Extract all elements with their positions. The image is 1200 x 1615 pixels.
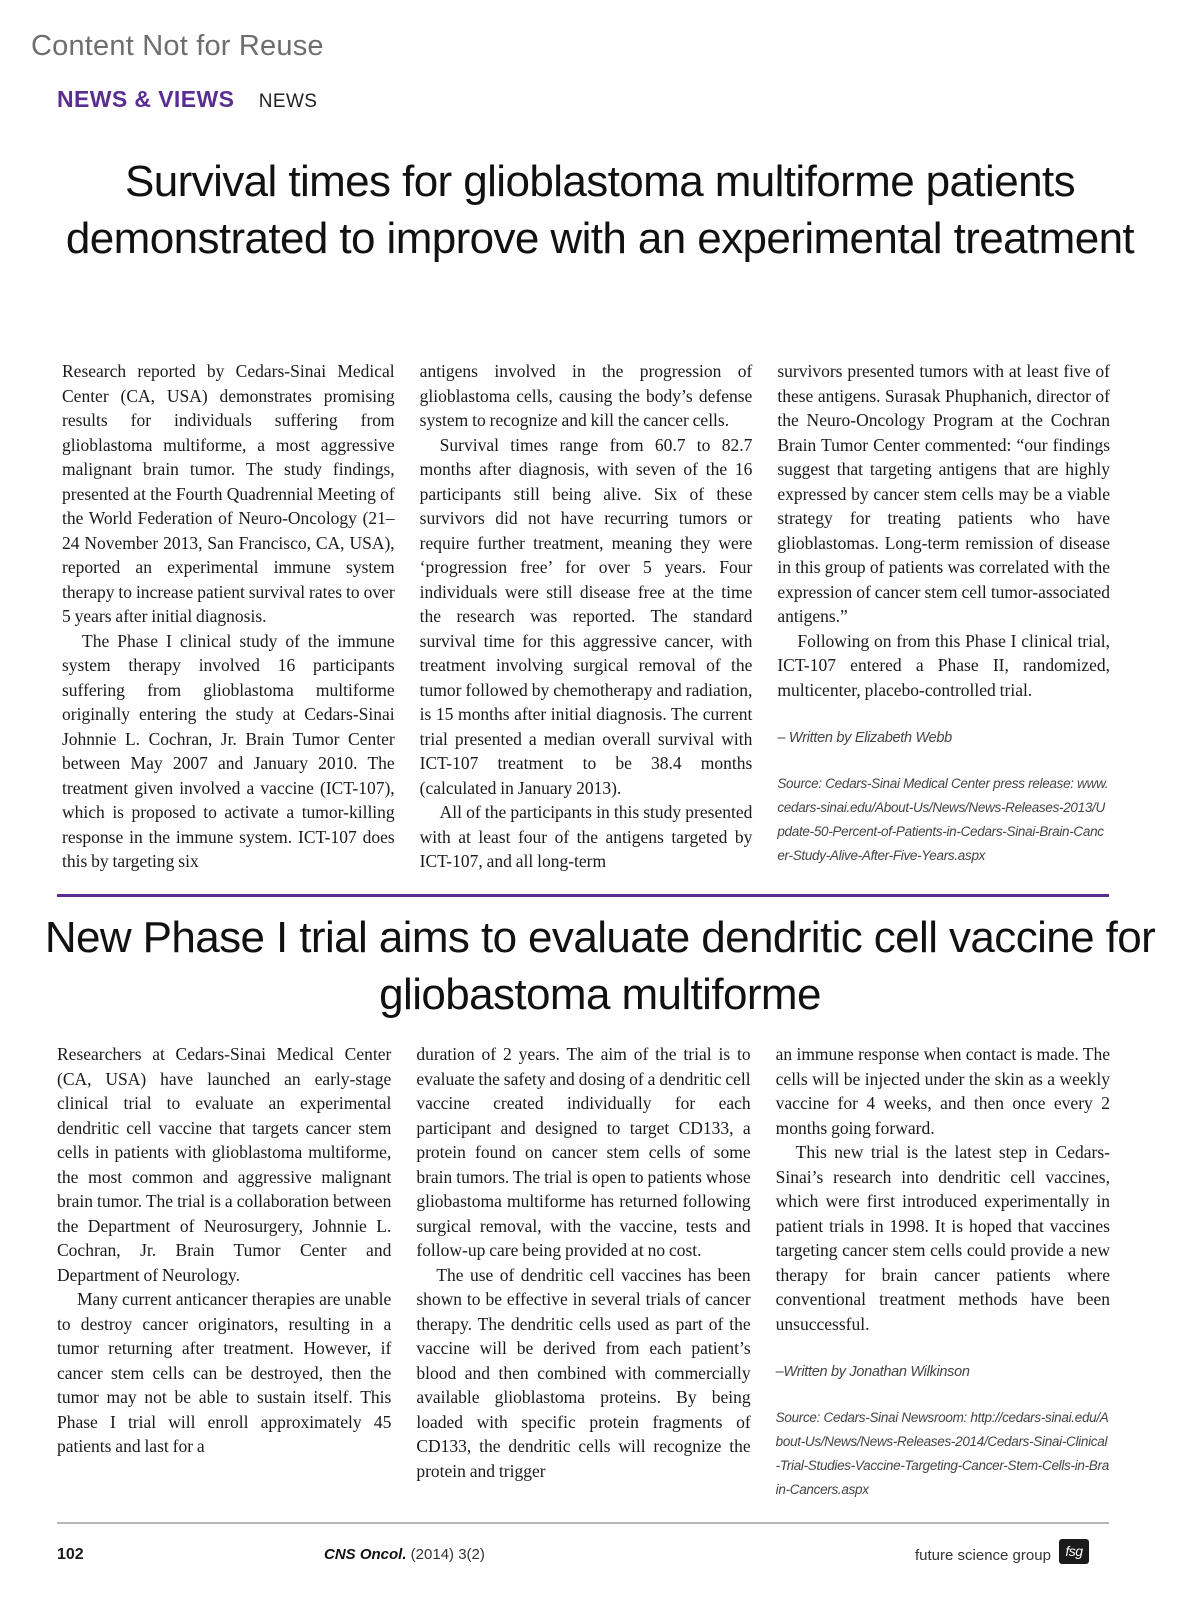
article-2-column-3	[776, 1042, 1110, 1502]
article-2-paragraph: The use of dendritic cell vaccines has been shown to be effective in several trials of cancer therapy. The dendritic cells used as part of the vaccine will be derived from each patient’s blood and then combined with commercially available glioblastoma proteins. By being loaded with specific protein fragments of CD133, the dendritic cells will recognize the protein and trigger	[416, 1264, 751, 1481]
page-number: 102	[57, 1546, 84, 1563]
section-subname: NEWS	[258, 91, 318, 112]
article-1-paragraph: All of the participants in this study presented with at least four of the antigens targeted by ICT-107, and all long-term	[419, 802, 753, 871]
section-name: NEWS & VIEWS	[57, 86, 235, 112]
article-1-column-2	[420, 359, 753, 874]
article-2-column-1	[57, 1042, 391, 1502]
journal-citation	[324, 1546, 485, 1563]
article-1-paragraph: Survival times range from 60.7 to 82.7 months after diagnosis, with seven of the 16 participants still being alive. Six of these survivors did not have recurring tumors or require further treatment, meaning they were ‘progression free’ for over 5 years. Four individuals were still disease free at the time the research was reported. The standard survival time for this aggressive cancer, with treatment involving surgical removal of the tumor followed by chemotherapy and radiation, is 15 months after initial diagnosis. The current trial presented a median overall survival with ICT-107 treatment to be 38.4 months (calculated in January 2013).	[419, 434, 753, 798]
article-2-column-2	[416, 1042, 750, 1502]
fsg-logo-icon: fsg	[1059, 1539, 1089, 1564]
article-1-column-1	[62, 359, 395, 874]
watermark-text: Content Not for Reuse	[31, 30, 324, 62]
article-2-author-credit: –Written by Jonathan Wilkinson	[775, 1364, 970, 1380]
article-1-title: Survival times for glioblastoma multiforme patients demonstrated to improve with an experimental treatment	[65, 157, 1135, 263]
article-1-column-3	[777, 359, 1110, 874]
section-header	[57, 86, 317, 113]
article-2-source-link[interactable]: Source: Cedars-Sinai Newsroom: http://cedars-sinai.edu/About-Us/News/News-Releases-2014/Cedars-Sinai-Clinical-Trial-Studies-Vaccine-Targeting-Cancer-Stem-Cells-in-Brain-Cancers.aspx	[775, 1410, 1109, 1497]
article-1-body	[62, 359, 1110, 874]
article-2-paragraph: This new trial is the latest step in Cedars-Sinai’s research into dendritic cell vaccines, which were first introduced experimentally in patient trials in 1998. It is hoped that vaccines targeting cancer stem cells could provide a new therapy for brain cancer patients where conventional treatment methods have been unsuccessful.	[775, 1142, 1110, 1334]
publisher-name: future science group	[915, 1547, 1051, 1564]
article-2-paragraph: an immune response when contact is made. The cells will be injected under the skin as a weekly vaccine for 4 weeks, and then once every 2 months going forward.	[775, 1044, 1110, 1138]
article-2-body	[57, 1042, 1110, 1502]
article-1-source-link[interactable]: Source: Cedars-Sinai Medical Center press release: www.cedars-sinai.edu/About-Us/News/News-Releases-2013/Update-50-Percent-of-Patients-in-Cedars-Sinai-Brain-Cancer-Study-Alive-After-Five-Years.aspx	[777, 776, 1109, 863]
publisher-brand	[915, 1539, 1089, 1564]
journal-volume: (2014) 3(2)	[406, 1546, 485, 1563]
article-2-title: New Phase I trial aims to evaluate dendritic cell vaccine for gliobastoma multiforme	[44, 913, 1156, 1019]
article-1-paragraph: antigens involved in the progression of glioblastoma cells, causing the body’s defense system to recognize and kill the cancer cells.	[419, 361, 753, 430]
article-1-author-credit: – Written by Elizabeth Webb	[777, 730, 952, 746]
article-1-paragraph: Research reported by Cedars-Sinai Medical Center (CA, USA) demonstrates promising results for individuals suffering from glioblastoma multiforme, a most aggressive malignant brain tumor. The study findings, presented at the Fourth Quadrennial Meeting of the World Federation of Neuro-Oncology (21–24 November 2013, San Francisco, CA, USA), reported an experimental immune system therapy to increase patient survival rates to over 5 years after initial diagnosis.	[62, 361, 395, 626]
article-divider	[57, 894, 1109, 897]
journal-name: CNS Oncol.	[324, 1546, 407, 1563]
footer-rule	[57, 1522, 1109, 1524]
article-1-paragraph: Following on from this Phase I clinical trial, ICT-107 entered a Phase II, randomized, multicenter, placebo-controlled trial.	[777, 630, 1111, 700]
article-1-paragraph: The Phase I clinical study of the immune system therapy involved 16 participants suffering from glioblastoma multiforme originally entering the study at Cedars-Sinai Johnnie L. Cochran, Jr. Brain Tumor Center between May 2007 and January 2010. The treatment given involved a vaccine (ICT-107), which is proposed to activate a tumor-killing response in the immune system. ICT-107 does this by targeting six	[62, 630, 395, 871]
article-2-paragraph: Many current anticancer therapies are unable to destroy cancer originators, resulting in a tumor returning after treatment. However, if cancer stem cells can be destroyed, then the tumor may not be able to sustain itself. This Phase I trial will enroll approximately 45 patients and last for a	[57, 1289, 392, 1456]
article-1-paragraph: survivors presented tumors with at least five of these antigens. Surasak Phuphanich, director of the Neuro-Oncology Program at the Cochran Brain Tumor Center commented: “our findings suggest that targeting antigens that are highly expressed by cancer stem cells may be a viable strategy for treating patients who have glioblastomas. Long-term remission of disease in this group of patients was correlated with the expression of cancer stem cell tumor-associated antigens.”	[777, 361, 1111, 626]
article-2-paragraph: duration of 2 years. The aim of the trial is to evaluate the safety and dosing of a dendritic cell vaccine created individually for each participant and designed to target CD133, a protein found on cancer stem cells of some brain tumors. The trial is open to patients whose gliobastoma multiforme has returned following surgical removal, with the vaccine, tests and follow-up care being provided at no cost.	[416, 1044, 751, 1260]
article-2-paragraph: Researchers at Cedars-Sinai Medical Center (CA, USA) have launched an early-stage clinical trial to evaluate an experimental dendritic cell vaccine that targets cancer stem cells in patients with glioblastoma multiforme, the most common and aggressive malignant brain tumor. The trial is a collaboration between the Department of Neurosurgery, Johnnie L. Cochran, Jr. Brain Tumor Center and Department of Neurology.	[57, 1044, 392, 1285]
